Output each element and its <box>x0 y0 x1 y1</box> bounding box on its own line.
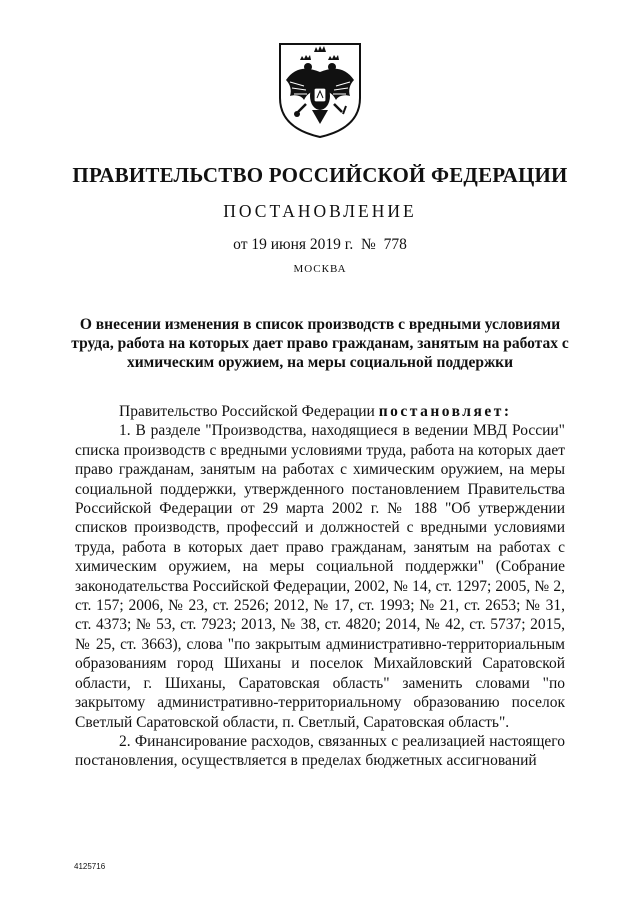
preamble-text: Правительство Российской Федерации <box>119 403 375 420</box>
document-body <box>75 402 565 771</box>
document-date-number <box>0 236 640 254</box>
document-heading: О внесении изменения в список производств с вредными условиями труда, работа на которых дает право гражданам, занятым на работах с химическим оружием, на меры социальной поддержки <box>71 316 569 371</box>
coat-of-arms-icon <box>276 40 364 140</box>
footer-code: 4125716 <box>74 862 106 871</box>
document-number: 778 <box>383 236 407 253</box>
paragraph-2: 2. Финансирование расходов, связанных с реализацией настоящего постановления, осуществляется в пределах бюджетных ассигнований <box>75 732 565 770</box>
document-type: ПОСТАНОВЛЕНИЕ <box>223 201 417 221</box>
preamble <box>75 402 565 421</box>
government-title: ПРАВИТЕЛЬСТВО РОССИЙСКОЙ ФЕДЕРАЦИИ <box>72 163 568 187</box>
number-sign: № <box>361 236 376 253</box>
paragraph-1: 1. В разделе "Производства, находящиеся в ведении МВД России" списка производств с вредными условиями труда, работа на которых дает право гражданам, занятым на работах с химическим оружием, на меры социальной поддержки, утвержденного постановлением Правительства Российской Федерации от 29 марта 2002 г. № 188 "Об утверждении списков производств, профессий и должностей с вредными условиями труда, работа в которых дает право гражданам, занятым на работах с химическим оружием, на меры социальной поддержки" (Собрание законодательства Российской Федерации, 2002, № 14, ст. 1297; 2005, № 2, ст. 157; 2006, № 23, ст. 2526; 2012, № 17, ст. 1993; № 21, ст. 2653; № 31, ст. 4373; № 53, ст. 7923; 2013, № 38, ст. 4820; 2014, № 42, ст. 5737; 2015, № 25, ст. 3663), слова "по закрытым административно-территориальным образованиям город Шиханы и поселок Михайловский Саратовской области, г. Шиханы, Саратовская область" заменить словами "по закрытому административно-территориальному образованию поселок Светлый Саратовской области, п. Светлый, Саратовская область". <box>75 422 565 731</box>
preamble-decrees: постановляет: <box>378 403 512 420</box>
document-date: от 19 июня 2019 г. <box>233 236 354 253</box>
issue-city: МОСКВА <box>293 263 347 275</box>
